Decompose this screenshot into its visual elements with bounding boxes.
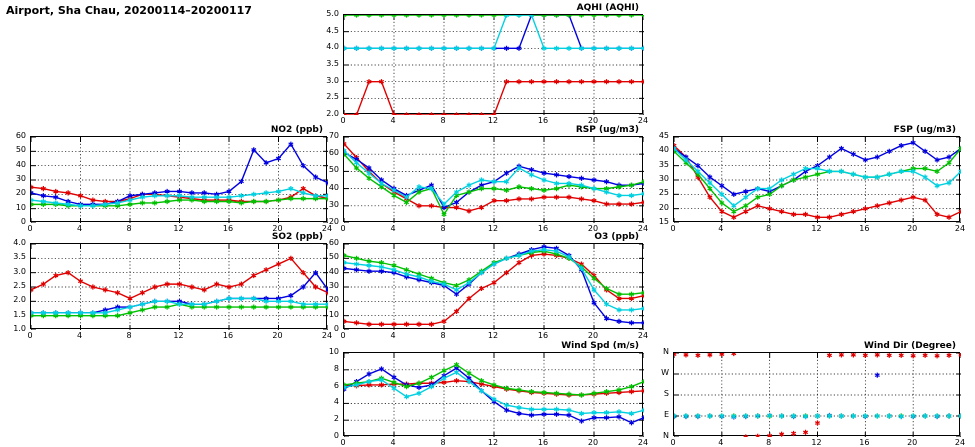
ytick-label-so2: 1.0 <box>13 324 26 333</box>
xtick-label-aqhi: 24 <box>637 116 649 125</box>
ytick-label-no2: 10 <box>15 202 26 212</box>
xtick-label-o3: 16 <box>537 331 549 340</box>
ytick-label-so2: 4.0 <box>13 238 26 247</box>
series-markers-day2 <box>344 244 644 325</box>
series-markers-day1 <box>674 353 961 437</box>
series-markers-day2 <box>344 15 644 51</box>
series-line-day4 <box>31 298 328 312</box>
plot-area-rsp <box>343 136 643 222</box>
xtick-label-windspd: 8 <box>440 438 446 447</box>
xtick-label-no2: 0 <box>27 224 33 233</box>
series-line-day1 <box>674 146 961 218</box>
ytick-label-aqhi: 3.5 <box>326 59 339 68</box>
series-markers-day1 <box>344 378 644 397</box>
series-markers-day1 <box>344 141 644 213</box>
chart-title-fsp: FSP (ug/m3) <box>893 125 956 135</box>
xtick-label-rsp: 24 <box>637 224 649 233</box>
series-markers-day1 <box>31 185 328 205</box>
xtick-label-aqhi: 8 <box>440 116 446 125</box>
ytick-label-windspd: 0 <box>333 431 339 440</box>
xtick-label-no2: 12 <box>173 224 184 233</box>
plot-area-o3 <box>343 243 643 329</box>
xtick-label-fsp: 12 <box>811 224 822 233</box>
plot-canvas-o3 <box>344 244 644 330</box>
series-markers-day1 <box>344 251 644 326</box>
xtick-label-so2: 20 <box>272 331 283 340</box>
xtick-label-winddir: 8 <box>766 438 772 447</box>
series-markers-day3 <box>344 15 644 18</box>
ytick-label-no2: 50 <box>15 145 26 155</box>
xtick-label-aqhi: 4 <box>390 116 396 125</box>
series-markers-day4 <box>344 148 644 207</box>
ytick-label-rsp: 50 <box>328 165 339 175</box>
xtick-label-rsp: 4 <box>390 224 396 233</box>
plot-area-so2 <box>30 243 327 329</box>
series-markers-day3 <box>674 146 961 214</box>
xtick-label-fsp: 8 <box>766 224 772 233</box>
plot-canvas-rsp <box>344 137 644 223</box>
xtick-label-windspd: 20 <box>587 438 599 447</box>
ytick-label-o3: 30 <box>328 281 339 290</box>
plot-area-aqhi <box>343 14 643 114</box>
ytick-label-no2: 0 <box>20 217 26 226</box>
ytick-label-so2: 1.5 <box>13 309 26 319</box>
series-markers-day4 <box>674 413 961 419</box>
xtick-label-winddir: 24 <box>954 438 966 447</box>
xtick-label-rsp: 12 <box>487 224 499 233</box>
xtick-label-windspd: 0 <box>340 438 346 447</box>
xtick-label-aqhi: 20 <box>587 116 599 125</box>
xtick-label-aqhi: 16 <box>537 116 549 125</box>
ytick-label-o3: 20 <box>328 295 339 305</box>
series-line-day4 <box>674 148 961 205</box>
xtick-label-winddir: 16 <box>859 438 870 447</box>
xtick-label-so2: 12 <box>173 331 184 340</box>
xtick-label-so2: 4 <box>76 331 83 340</box>
series-line-day3 <box>674 148 961 211</box>
xtick-label-windspd: 12 <box>487 438 499 447</box>
ytick-label-windspd: 10 <box>328 347 339 356</box>
series-markers-day2 <box>344 366 644 426</box>
series-markers-day3 <box>344 362 644 397</box>
xtick-label-rsp: 8 <box>440 224 446 233</box>
xtick-label-rsp: 16 <box>537 224 549 233</box>
xtick-label-so2: 8 <box>126 331 132 340</box>
series-markers-day2 <box>31 142 328 207</box>
series-line-day3 <box>31 304 328 315</box>
chart-title-aqhi: AQHI (AQHI) <box>576 3 639 13</box>
series-line-day4 <box>31 189 328 206</box>
series-line-day2 <box>344 247 644 323</box>
page-title: Airport, Sha Chau, 20200114–20200117 <box>6 4 252 17</box>
series-line-day4 <box>344 15 644 48</box>
xtick-label-winddir: 4 <box>718 438 724 447</box>
series-markers-day4 <box>31 186 328 208</box>
ytick-label-aqhi: 3.0 <box>326 75 339 85</box>
series-line-day2 <box>674 143 961 195</box>
chart-title-windspd: Wind Spd (m/s) <box>561 341 639 351</box>
ytick-label-aqhi: 4.5 <box>326 25 339 35</box>
ytick-label-aqhi: 2.0 <box>326 109 339 118</box>
series-markers-day4 <box>31 296 328 316</box>
ytick-label-so2: 3.0 <box>13 266 26 276</box>
chart-title-so2: SO2 (ppb) <box>271 232 323 242</box>
series-markers-day4 <box>674 146 961 209</box>
series-line-day1 <box>344 254 644 324</box>
ytick-label-aqhi: 5.0 <box>326 9 339 18</box>
series-line-day4 <box>344 372 644 413</box>
xtick-label-no2: 24 <box>321 224 333 233</box>
plot-canvas-fsp <box>674 137 961 223</box>
ytick-label-o3: 10 <box>328 309 339 319</box>
series-line-day1 <box>31 187 328 201</box>
plot-area-windspd <box>343 352 643 436</box>
xtick-label-no2: 4 <box>76 224 83 233</box>
ytick-label-so2: 3.5 <box>13 252 26 262</box>
xtick-label-o3: 0 <box>340 331 346 340</box>
plot-area-winddir <box>673 352 960 436</box>
xtick-label-no2: 20 <box>272 224 283 233</box>
xtick-label-windspd: 24 <box>637 438 649 447</box>
xtick-label-no2: 8 <box>126 224 132 233</box>
xtick-label-so2: 16 <box>222 331 234 340</box>
xtick-label-o3: 20 <box>587 331 599 340</box>
ytick-label-fsp: 45 <box>658 131 669 140</box>
series-markers-day3 <box>31 302 328 319</box>
xtick-label-aqhi: 12 <box>487 116 499 125</box>
series-line-day3 <box>31 199 328 206</box>
xtick-label-o3: 24 <box>637 331 649 340</box>
series-line-day4 <box>344 151 644 204</box>
ytick-label-rsp: 20 <box>328 217 339 226</box>
ytick-label-no2: 20 <box>15 188 26 198</box>
ytick-label-fsp: 15 <box>658 217 669 226</box>
xtick-label-rsp: 0 <box>340 224 346 233</box>
plot-canvas-aqhi <box>344 15 644 115</box>
series-line-day2 <box>344 368 644 423</box>
xtick-label-winddir: 12 <box>811 438 822 447</box>
ytick-label-windspd: 4 <box>333 397 339 407</box>
chart-title-o3: O3 (ppb) <box>594 232 639 242</box>
xtick-label-o3: 4 <box>390 331 396 340</box>
plot-area-fsp <box>673 136 960 222</box>
ytick-label-fsp: 25 <box>658 188 669 198</box>
ytick-label-fsp: 30 <box>658 174 669 183</box>
xtick-label-o3: 12 <box>487 331 499 340</box>
chart-title-no2: NO2 (ppb) <box>270 125 323 135</box>
xtick-label-winddir: 0 <box>670 438 676 447</box>
series-line-day3 <box>344 154 644 214</box>
xtick-label-fsp: 0 <box>670 224 676 233</box>
ytick-label-windspd: 2 <box>333 414 339 424</box>
ytick-label-rsp: 40 <box>328 182 339 192</box>
ytick-label-fsp: 40 <box>658 145 669 155</box>
ytick-label-aqhi: 4.0 <box>326 42 339 52</box>
series-markers-day2 <box>674 140 961 197</box>
xtick-label-so2: 24 <box>321 331 333 340</box>
series-markers-day1 <box>674 143 961 220</box>
ytick-label-windspd: 8 <box>333 363 339 373</box>
ytick-label-o3: 60 <box>328 238 339 247</box>
xtick-label-winddir: 20 <box>907 438 918 447</box>
series-line-day2 <box>31 273 328 313</box>
xtick-label-fsp: 20 <box>907 224 918 233</box>
series-line-day1 <box>344 144 644 211</box>
series-line-day1 <box>31 258 328 298</box>
ytick-label-winddir: N <box>663 431 669 440</box>
xtick-label-aqhi: 0 <box>340 116 346 125</box>
series-markers-day3 <box>31 196 328 208</box>
ytick-label-windspd: 6 <box>333 380 339 390</box>
plot-area-no2 <box>30 136 327 222</box>
series-markers-day3 <box>344 249 644 297</box>
series-line-day1 <box>344 82 644 115</box>
series-markers-day2 <box>31 270 328 315</box>
ytick-label-no2: 30 <box>15 174 26 183</box>
ytick-label-winddir: N <box>663 347 669 356</box>
ytick-label-no2: 60 <box>15 131 26 140</box>
series-markers-day2 <box>674 373 961 420</box>
series-markers-day3 <box>674 413 961 418</box>
ytick-label-so2: 2.5 <box>13 281 26 290</box>
series-line-day3 <box>344 251 644 294</box>
ytick-label-rsp: 30 <box>328 199 339 209</box>
xtick-label-fsp: 4 <box>718 224 724 233</box>
series-markers-day3 <box>344 152 644 217</box>
plot-canvas-windspd <box>344 353 644 437</box>
xtick-label-fsp: 24 <box>954 224 966 233</box>
series-line-day4 <box>344 250 644 310</box>
series-markers-day1 <box>31 256 328 301</box>
ytick-label-rsp: 60 <box>328 148 339 158</box>
ytick-label-winddir: E <box>663 410 669 419</box>
ytick-label-so2: 2.0 <box>13 295 26 305</box>
ytick-label-no2: 40 <box>15 159 26 169</box>
chart-title-winddir: Wind Dir (Degree) <box>863 341 956 351</box>
ytick-label-o3: 40 <box>328 266 339 276</box>
series-line-day1 <box>344 381 644 395</box>
xtick-label-so2: 0 <box>27 331 33 340</box>
xtick-label-windspd: 4 <box>390 438 396 447</box>
series-line-day3 <box>344 365 644 395</box>
xtick-label-rsp: 20 <box>587 224 599 233</box>
ytick-label-aqhi: 2.5 <box>326 92 339 102</box>
xtick-label-fsp: 16 <box>859 224 870 233</box>
plot-canvas-so2 <box>31 244 328 330</box>
series-markers-day4 <box>344 15 644 51</box>
xtick-label-o3: 8 <box>440 331 446 340</box>
series-line-day2 <box>31 144 328 204</box>
series-markers-day2 <box>344 150 644 210</box>
ytick-label-winddir: S <box>663 389 669 398</box>
ytick-label-o3: 0 <box>333 324 339 333</box>
ytick-label-winddir: W <box>661 368 669 377</box>
series-line-day2 <box>344 15 644 48</box>
series-markers-day4 <box>344 370 644 416</box>
ytick-label-fsp: 20 <box>658 202 669 212</box>
chart-title-rsp: RSP (ug/m3) <box>575 125 639 135</box>
ytick-label-fsp: 35 <box>658 159 669 169</box>
xtick-label-no2: 16 <box>222 224 234 233</box>
plot-canvas-winddir <box>674 353 961 437</box>
ytick-label-rsp: 70 <box>328 131 339 140</box>
ytick-label-o3: 50 <box>328 252 339 262</box>
plot-canvas-no2 <box>31 137 328 223</box>
series-markers-day4 <box>344 247 644 312</box>
xtick-label-windspd: 16 <box>537 438 549 447</box>
series-line-day2 <box>344 152 644 207</box>
series-markers-day1 <box>344 79 644 115</box>
